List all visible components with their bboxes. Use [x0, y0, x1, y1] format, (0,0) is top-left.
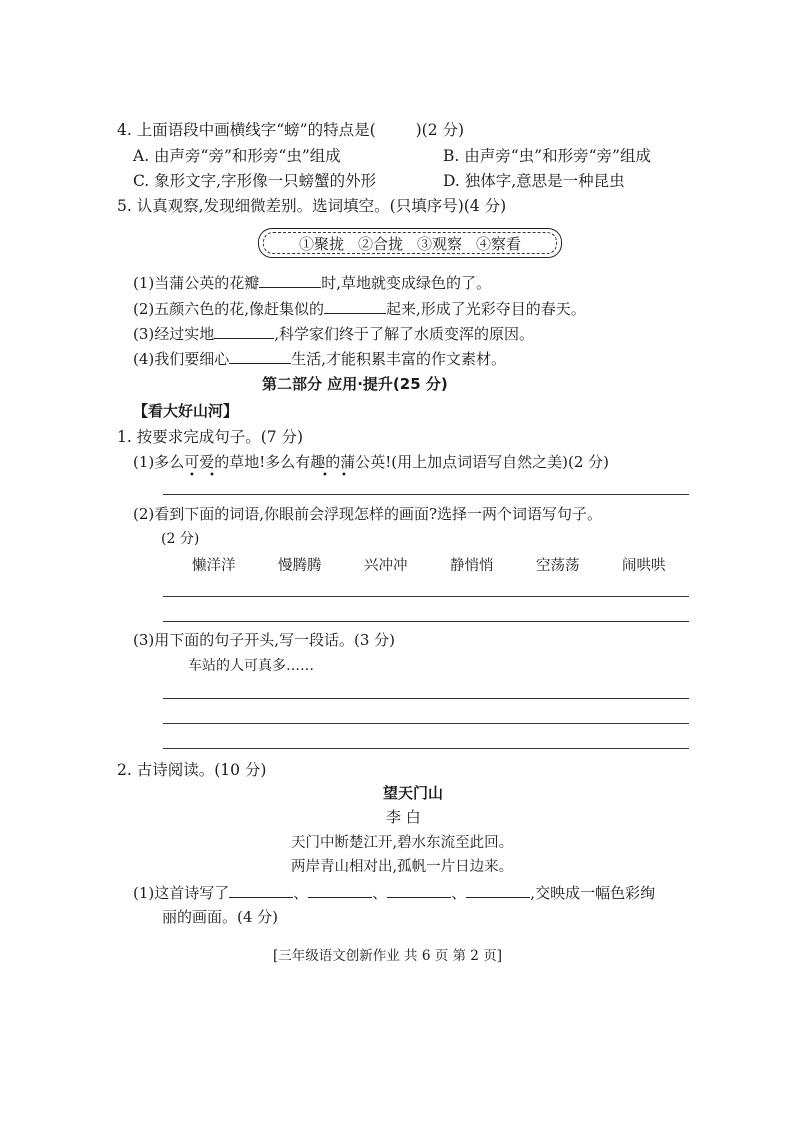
word-choice-box [258, 228, 562, 258]
p1-sub-2-score: (2 分) [161, 531, 200, 547]
word: 空荡荡 [536, 558, 580, 574]
p2-sub-1: (1)这首诗写了 、 、 、 ,交映成一幅色彩绚 [133, 884, 656, 902]
p1-sub-3: (3)用下面的句子开头,写一段话。(3 分) [133, 631, 396, 649]
word: 慢腾腾 [278, 558, 322, 574]
q5-sentence-2: (2)五颜六色的花,像赶集似的 起来,形成了光彩夺目的春天。 [133, 300, 586, 318]
choice-3: ③观察 [417, 234, 463, 253]
word: 静悄悄 [450, 558, 494, 574]
p1-stem: 1. 按要求完成句子。(7 分) [117, 428, 304, 446]
answer-blank[interactable] [229, 349, 291, 364]
part2-title: 第二部分 应用·提升(25 分) [262, 375, 448, 393]
answer-blank[interactable] [308, 883, 372, 898]
p2-stem: 2. 古诗阅读。(10 分) [117, 761, 267, 779]
poem-title: 望天门山 [383, 784, 444, 802]
answer-line[interactable] [163, 596, 689, 597]
answer-line[interactable] [163, 723, 689, 724]
part2-subtitle: 【看大好山河】 [133, 402, 239, 420]
answer-blank[interactable] [387, 883, 451, 898]
q5-sentence-3: (3)经过实地 ,科学家们终于了解了水质变浑的原因。 [133, 325, 535, 343]
answer-blank[interactable] [214, 324, 274, 339]
q4-stem: 4. 上面语段中画横线字“螃”的特点是( )(2 分) [117, 121, 465, 139]
word-list [192, 554, 708, 575]
word: 懒洋洋 [192, 558, 236, 574]
q4-option-c: C. 象形文字,字形像一只螃蟹的外形 [133, 172, 377, 190]
answer-line[interactable] [163, 494, 689, 495]
choice-4: ④察看 [476, 234, 522, 253]
answer-blank[interactable] [259, 273, 321, 288]
q4-option-b: B. 由声旁“虫”和形旁“旁”组成 [443, 147, 651, 165]
p2-sub-1-cont: 丽的画面。(4 分) [162, 908, 279, 926]
emphasis-dot: • [189, 470, 195, 481]
poem-line-2: 两岸青山相对出,孤帆一片日边来。 [291, 859, 514, 875]
q4-option-a: A. 由声旁“旁”和形旁“虫”组成 [133, 147, 341, 165]
poem-author: 李 白 [386, 808, 421, 826]
choice-2: ②合拢 [357, 234, 403, 253]
emphasis-dot: • [322, 470, 328, 481]
poem-line-1: 天门中断楚江开,碧水东流至此回。 [291, 835, 514, 851]
answer-line[interactable] [163, 748, 689, 749]
word: 闹哄哄 [622, 558, 666, 574]
page-footer: [三年级语文创新作业 共 6 页 第 2 页] [273, 948, 502, 964]
q5-sentence-1: (1)当蒲公英的花瓣 时,草地就变成绿色的了。 [133, 274, 492, 292]
p1-sub-3-start: 车站的人可真多…… [188, 658, 314, 674]
choice-1: ①聚拢 [298, 234, 344, 253]
answer-blank[interactable] [324, 299, 386, 314]
q4-option-d: D. 独体字,意思是一种昆虫 [443, 172, 625, 190]
answer-blank[interactable] [466, 883, 530, 898]
word: 兴冲冲 [364, 558, 408, 574]
p1-sub-2: (2)看到下面的词语,你眼前会浮现怎样的画面?选择一两个词语写句子。 [133, 505, 603, 523]
q5-sentence-4: (4)我们要细心 生活,才能积累丰富的作文素材。 [133, 350, 507, 368]
answer-blank[interactable] [229, 883, 293, 898]
answer-line[interactable] [163, 698, 689, 699]
q5-stem: 5. 认真观察,发现细微差别。选词填空。(只填序号)(4 分) [117, 197, 507, 215]
answer-line[interactable] [163, 621, 689, 622]
emphasis-dot: • [209, 470, 215, 481]
p1-sub-1: (1)多么可爱的草地!多么有趣的蒲公英!(用上加点词语写自然之美)(2 分) [133, 453, 610, 471]
emphasis-dot: • [341, 470, 347, 481]
